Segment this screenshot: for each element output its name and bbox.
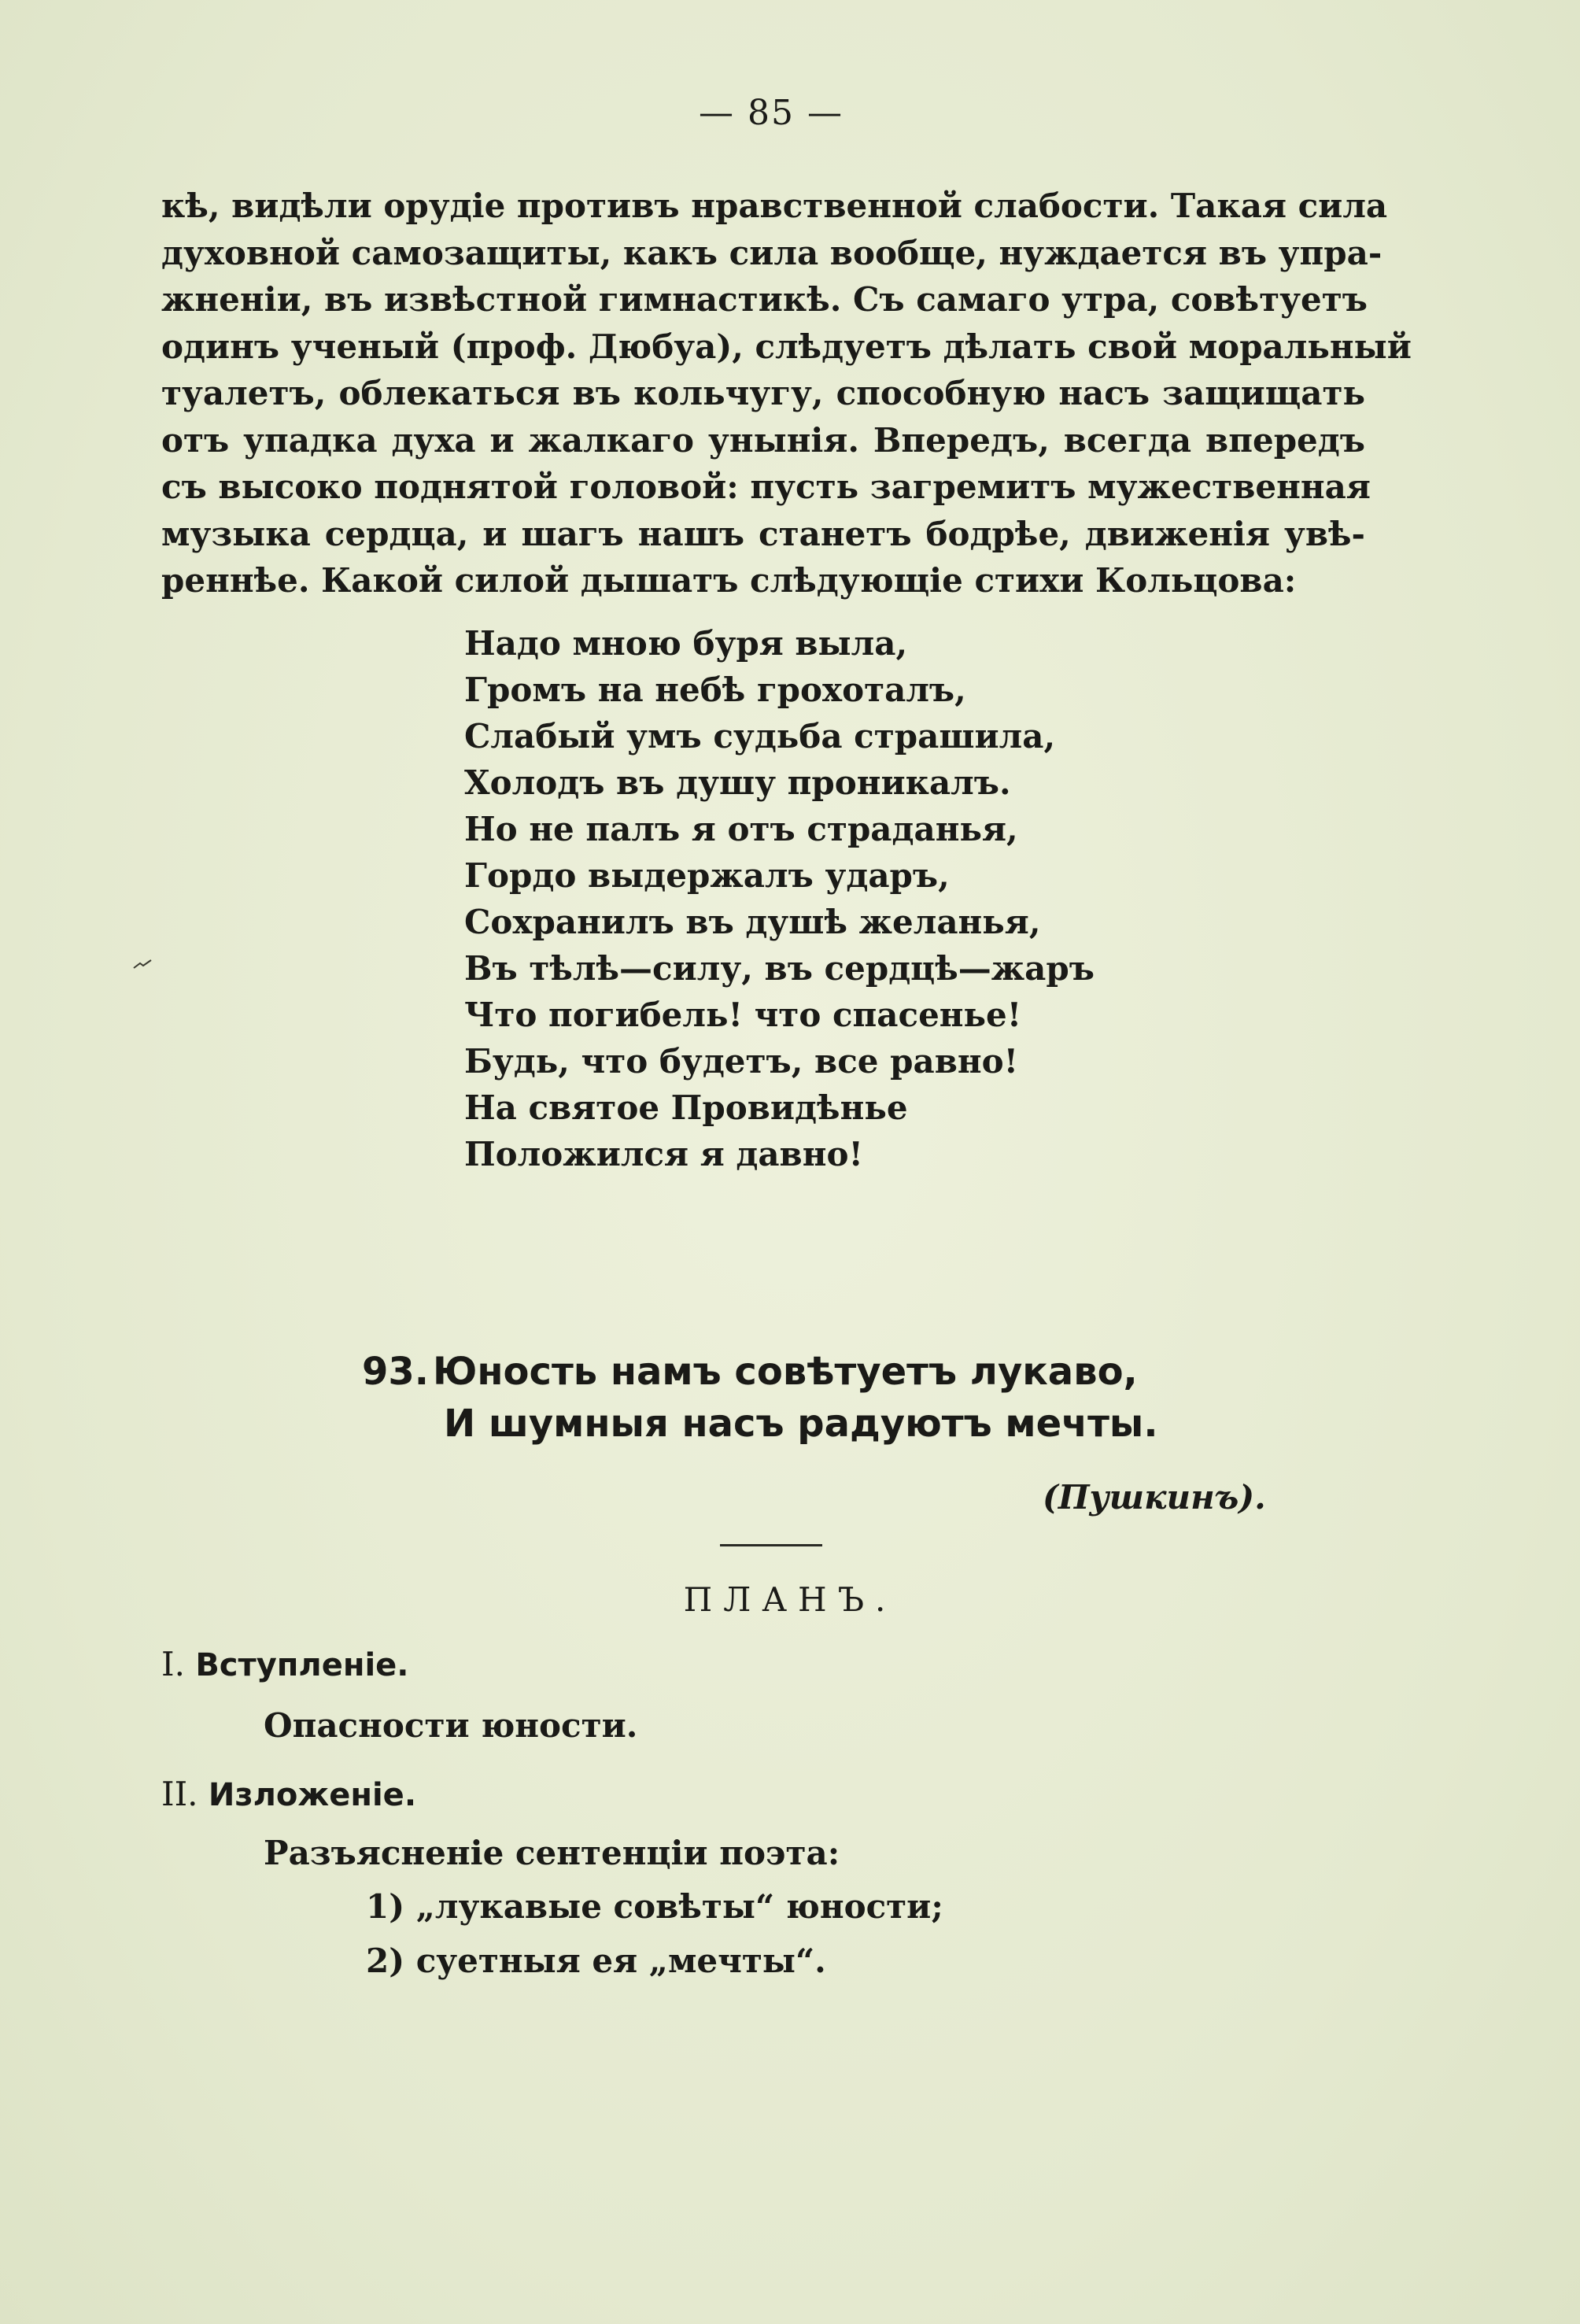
- paragraph-line: туалетъ, облекаться въ кольчугу, способную насъ защищать: [161, 374, 1365, 412]
- plan-section-intro: [161, 1645, 409, 1683]
- topic-text-2: И шумныя насъ радуютъ мечты.: [444, 1402, 1158, 1446]
- section-numeral: I.: [161, 1645, 185, 1683]
- poem-verse: Слабый умъ судьба страшила,: [464, 717, 1056, 756]
- poem-verse: Положился я давно!: [464, 1135, 863, 1173]
- plan-item: 1) „лукавые совѣты“ юности;: [366, 1887, 943, 1926]
- paragraph-line: жненіи, въ извѣстной гимнастикѣ. Съ самаго утра, совѣтуетъ: [161, 280, 1368, 319]
- poem-verse: Сохранилъ въ душѣ желанья,: [464, 903, 1041, 941]
- section-numeral: II.: [161, 1775, 198, 1813]
- body-paragraph: [161, 183, 1412, 604]
- paragraph-line: кѣ, видѣли орудіе противъ нравственной слабости. Такая сила: [161, 187, 1388, 225]
- paragraph-line: реннѣе. Какой силой дышатъ слѣдующіе стихи Кольцова:: [161, 561, 1297, 600]
- page-number: — 85 —: [699, 93, 844, 133]
- topic-text-1: Юность намъ совѣтуетъ лукаво,: [433, 1350, 1138, 1394]
- topic-line-2: [362, 1398, 1158, 1450]
- poem-verse: На святое Провидѣнье: [464, 1088, 908, 1127]
- poem-verse: Но не палъ я отъ страданья,: [464, 810, 1018, 848]
- poem-verse: Въ тѣлѣ—силу, въ сердцѣ—жаръ: [464, 949, 1095, 988]
- poem-verse: Будь, что будетъ, все равно!: [464, 1042, 1019, 1081]
- poem-verse: Гордо выдержалъ ударъ,: [464, 856, 950, 895]
- section-title: Изложеніе.: [208, 1777, 417, 1813]
- plan-section-body: [161, 1775, 416, 1813]
- intro-text: Опасности юности.: [264, 1706, 638, 1745]
- plan-title: ПЛАНЪ.: [683, 1580, 897, 1619]
- topic-line-1: [362, 1346, 1158, 1398]
- poem-quote: [464, 620, 1095, 1177]
- divider-rule: [720, 1544, 822, 1546]
- poem-verse: Громъ на небѣ грохоталъ,: [464, 671, 966, 709]
- paragraph-line: отъ упадка духа и жалкаго унынія. Впередъ, всегда впередъ: [161, 420, 1365, 460]
- topic-attribution: (Пушкинъ).: [1043, 1478, 1266, 1517]
- paragraph-line: музыка сердца, и шагъ нашъ станетъ бодрѣе, движенія увѣ-: [161, 514, 1365, 553]
- paragraph-line: одинъ ученый (проф. Дюбуа), слѣдуетъ дѣлать свой моральный: [161, 327, 1412, 366]
- topic-number: 93.: [362, 1350, 430, 1394]
- pencil-mark-icon: [132, 959, 153, 970]
- topic-heading: [362, 1346, 1158, 1450]
- body-text: Разъясненіе сентенціи поэта:: [264, 1834, 840, 1872]
- paragraph-line: съ высоко поднятой головой: пусть загремитъ мужественная: [161, 467, 1371, 506]
- section-title: Вступленіе.: [195, 1647, 409, 1683]
- paragraph-line: духовной самозащиты, какъ сила вообще, нуждается въ упра-: [161, 233, 1382, 272]
- poem-verse: Надо мною буря выла,: [464, 624, 908, 663]
- poem-verse: Что погибель! что спасенье!: [464, 996, 1022, 1034]
- poem-verse: Холодъ въ душу проникалъ.: [464, 763, 1011, 802]
- plan-item: 2) суетныя ея „мечты“.: [366, 1942, 826, 1980]
